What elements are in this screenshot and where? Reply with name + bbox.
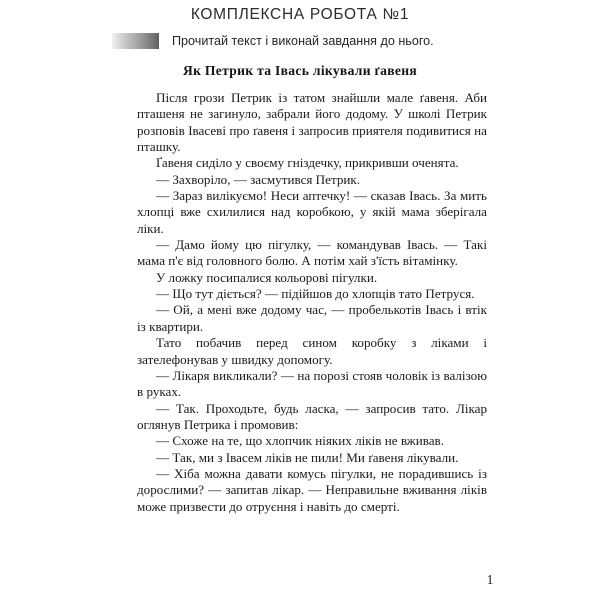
paragraph: — Лікаря викликали? — на порозі стояв чоловік із валізою в руках. [137,367,487,400]
paragraph: — Що тут діється? — підійшов до хлопців тато Петруся. [156,286,475,302]
paragraph: — Зараз вилікуємо! Неси аптечку! — сказав Івась. За мить хлопці вже схилилися над коробкою, у якій мама зберігала ліки. [137,188,487,236]
paragraph: Тато побачив перед сином коробку з ліками і зателефонував у швидку допомогу. [137,335,487,367]
task-instruction-row [112,32,492,50]
paragraph: — Так, ми з Івасем ліків не пили! Ми ґавеня лікували. [156,449,459,465]
story-title: Як Петрик та Івась лікували ґавеня [182,63,417,78]
gradient-bar-icon [112,33,159,49]
page-number: 1 [486,572,494,587]
story-body [137,90,487,515]
paragraph: — Схоже на те, що хлопчик ніяких ліків не вживав. [156,433,444,449]
paragraph: Ґавеня сиділо у своєму гніздечку, прикривши оченята. [156,155,459,171]
paragraph: — Ой, а мені вже додому час, — пробелькотів Івась і втік із квартири. [137,302,487,334]
paragraph: — Хіба можна давати комусь пігулки, не порадившись із дорослими? — запитав лікар. — Неправильне вживання ліків може призвести до отруєння і навіть до смерті. [137,465,487,514]
paragraph: — Дамо йому цю пігулку, — командував Івась. — Такі мама п'є від головного болю. А потім хай з'їсть вітамінку. [137,237,487,269]
page-title: КОМПЛЕКСНА РОБОТА №1 [190,6,410,23]
paragraph: — Захворіло, — засмутився Петрик. [156,171,361,187]
paragraph: Після грози Петрик із татом знайшли мале ґавеня. Аби пташеня не загинуло, забрали його додому. У школі Петрик розповів Івасеві про ґавеня і запросив приятеля подивитися на пташку. [137,90,487,155]
paragraph: У ложку посипалися кольорові пігулки. [156,269,378,285]
task-instruction-text: Прочитай текст і виконай завдання до нього. [172,34,434,48]
paragraph: — Так. Проходьте, будь ласка, — запросив тато. Лікар оглянув Петрика і промовив: [137,400,487,432]
